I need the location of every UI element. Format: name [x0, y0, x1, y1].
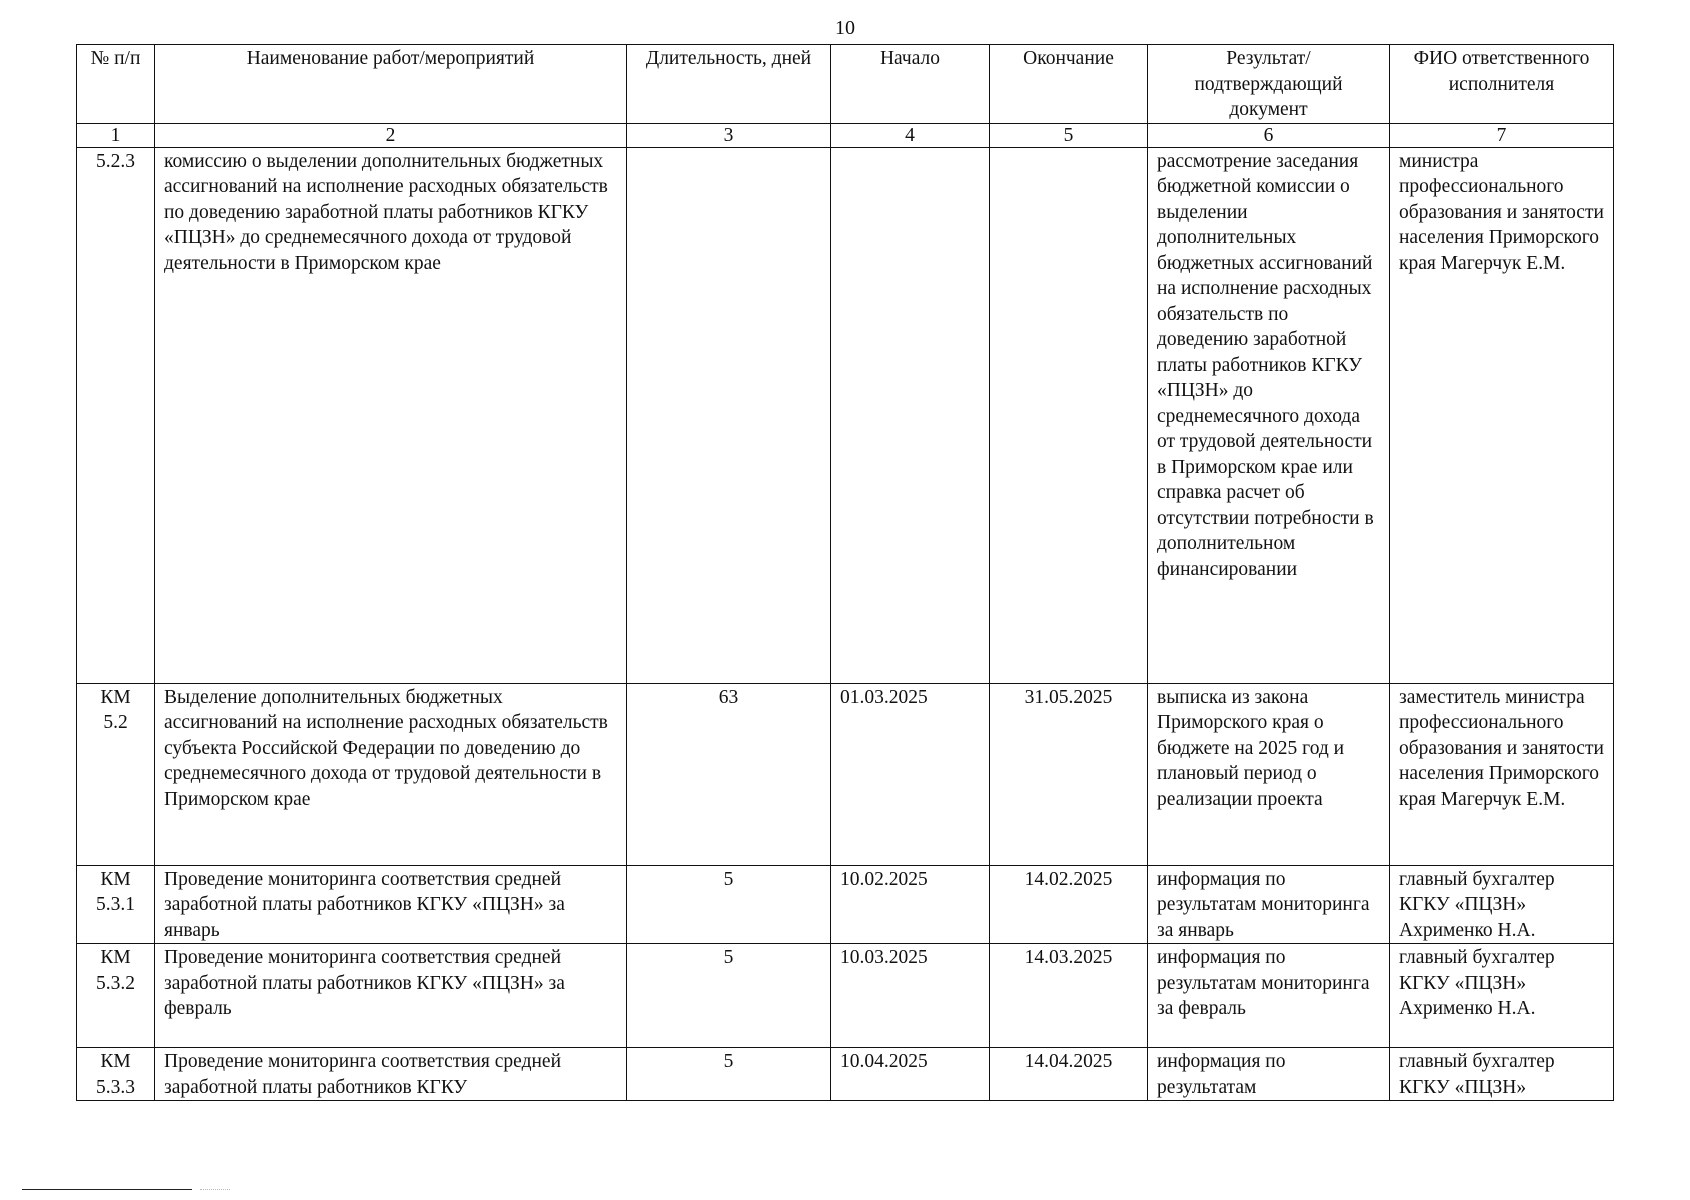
column-number-row [77, 123, 1614, 147]
row-responsible: главный бухгалтер КГКУ «ПЦЗН» [1390, 1048, 1614, 1101]
header-duration: Длительность, дней [627, 45, 831, 124]
header-num: № п/п [77, 45, 155, 124]
row-responsible: заместитель министра профессионального образования и занятости населения Приморского края Магерчук Е.М. [1390, 683, 1614, 865]
row-end [990, 147, 1148, 683]
table-header-row [77, 45, 1614, 124]
header-responsible: ФИО ответственного исполнителя [1390, 45, 1614, 124]
row-result: информация по результатам [1148, 1048, 1390, 1101]
row-duration: 5 [627, 865, 831, 944]
row-name: Проведение мониторинга соответствия средней заработной платы работников КГКУ «ПЦЗН» за февраль [155, 944, 627, 1048]
row-number: КМ 5.3.3 [77, 1048, 155, 1101]
work-plan-table [76, 44, 1614, 1101]
row-responsible: главный бухгалтер КГКУ «ПЦЗН» Ахрименко Н.А. [1390, 944, 1614, 1048]
page-number: 10 [835, 17, 855, 39]
header-end: Окончание [990, 45, 1148, 124]
row-duration: 5 [627, 944, 831, 1048]
row-end: 14.04.2025 [990, 1048, 1148, 1101]
row-start: 10.03.2025 [831, 944, 990, 1048]
row-end: 14.02.2025 [990, 865, 1148, 944]
row-name: комиссию о выделении дополнительных бюджетных ассигнований на исполнение расходных обязательств по доведению заработной платы работников КГКУ «ПЦЗН» до среднемесячного дохода от трудовой деятельности в Приморском крае [155, 147, 627, 683]
row-result: выписка из закона Приморского края о бюджете на 2025 год и плановый период о реализации проекта [1148, 683, 1390, 865]
row-result: информация по результатам мониторинга за февраль [1148, 944, 1390, 1048]
row-end: 31.05.2025 [990, 683, 1148, 865]
column-number: 3 [627, 123, 831, 147]
table-row [77, 944, 1614, 1048]
header-result: Результат/ подтверждающий документ [1148, 45, 1390, 124]
column-number: 5 [990, 123, 1148, 147]
row-duration [627, 147, 831, 683]
column-number: 2 [155, 123, 627, 147]
row-end: 14.03.2025 [990, 944, 1148, 1048]
table-row [77, 147, 1614, 683]
header-start: Начало [831, 45, 990, 124]
row-start: 10.04.2025 [831, 1048, 990, 1101]
row-responsible: главный бухгалтер КГКУ «ПЦЗН» Ахрименко Н.А. [1390, 865, 1614, 944]
column-number: 1 [77, 123, 155, 147]
row-name: Проведение мониторинга соответствия средней заработной платы работников КГКУ [155, 1048, 627, 1101]
column-number: 4 [831, 123, 990, 147]
table-row [77, 865, 1614, 944]
row-number: 5.2.3 [77, 147, 155, 683]
row-name: Выделение дополнительных бюджетных ассигнований на исполнение расходных обязательств субъекта Российской Федерации по доведению до среднемесячного дохода от трудовой деятельности в Приморском крае [155, 683, 627, 865]
footnote-separator [22, 1189, 192, 1190]
column-number: 7 [1390, 123, 1614, 147]
row-result: рассмотрение заседания бюджетной комиссии о выделении дополнительных бюджетных ассигнований на исполнение расходных обязательств по доведению заработной платы работников КГКУ «ПЦЗН» до среднемесячного дохода от трудовой деятельности в Приморском крае или справка расчет об отсутствии потребности в дополнительном финансировании [1148, 147, 1390, 683]
row-responsible: министра профессионального образования и занятости населения Приморского края Магерчук Е.М. [1390, 147, 1614, 683]
row-result: информация по результатам мониторинга за январь [1148, 865, 1390, 944]
footnote-dots [200, 1189, 230, 1190]
table-row [77, 1048, 1614, 1101]
column-number: 6 [1148, 123, 1390, 147]
row-number: КМ 5.3.2 [77, 944, 155, 1048]
row-number: КМ 5.3.1 [77, 865, 155, 944]
row-name: Проведение мониторинга соответствия средней заработной платы работников КГКУ «ПЦЗН» за январь [155, 865, 627, 944]
row-start: 01.03.2025 [831, 683, 990, 865]
header-name: Наименование работ/мероприятий [155, 45, 627, 124]
row-duration: 63 [627, 683, 831, 865]
row-number: КМ 5.2 [77, 683, 155, 865]
table-row [77, 683, 1614, 865]
row-start: 10.02.2025 [831, 865, 990, 944]
row-start [831, 147, 990, 683]
row-duration: 5 [627, 1048, 831, 1101]
